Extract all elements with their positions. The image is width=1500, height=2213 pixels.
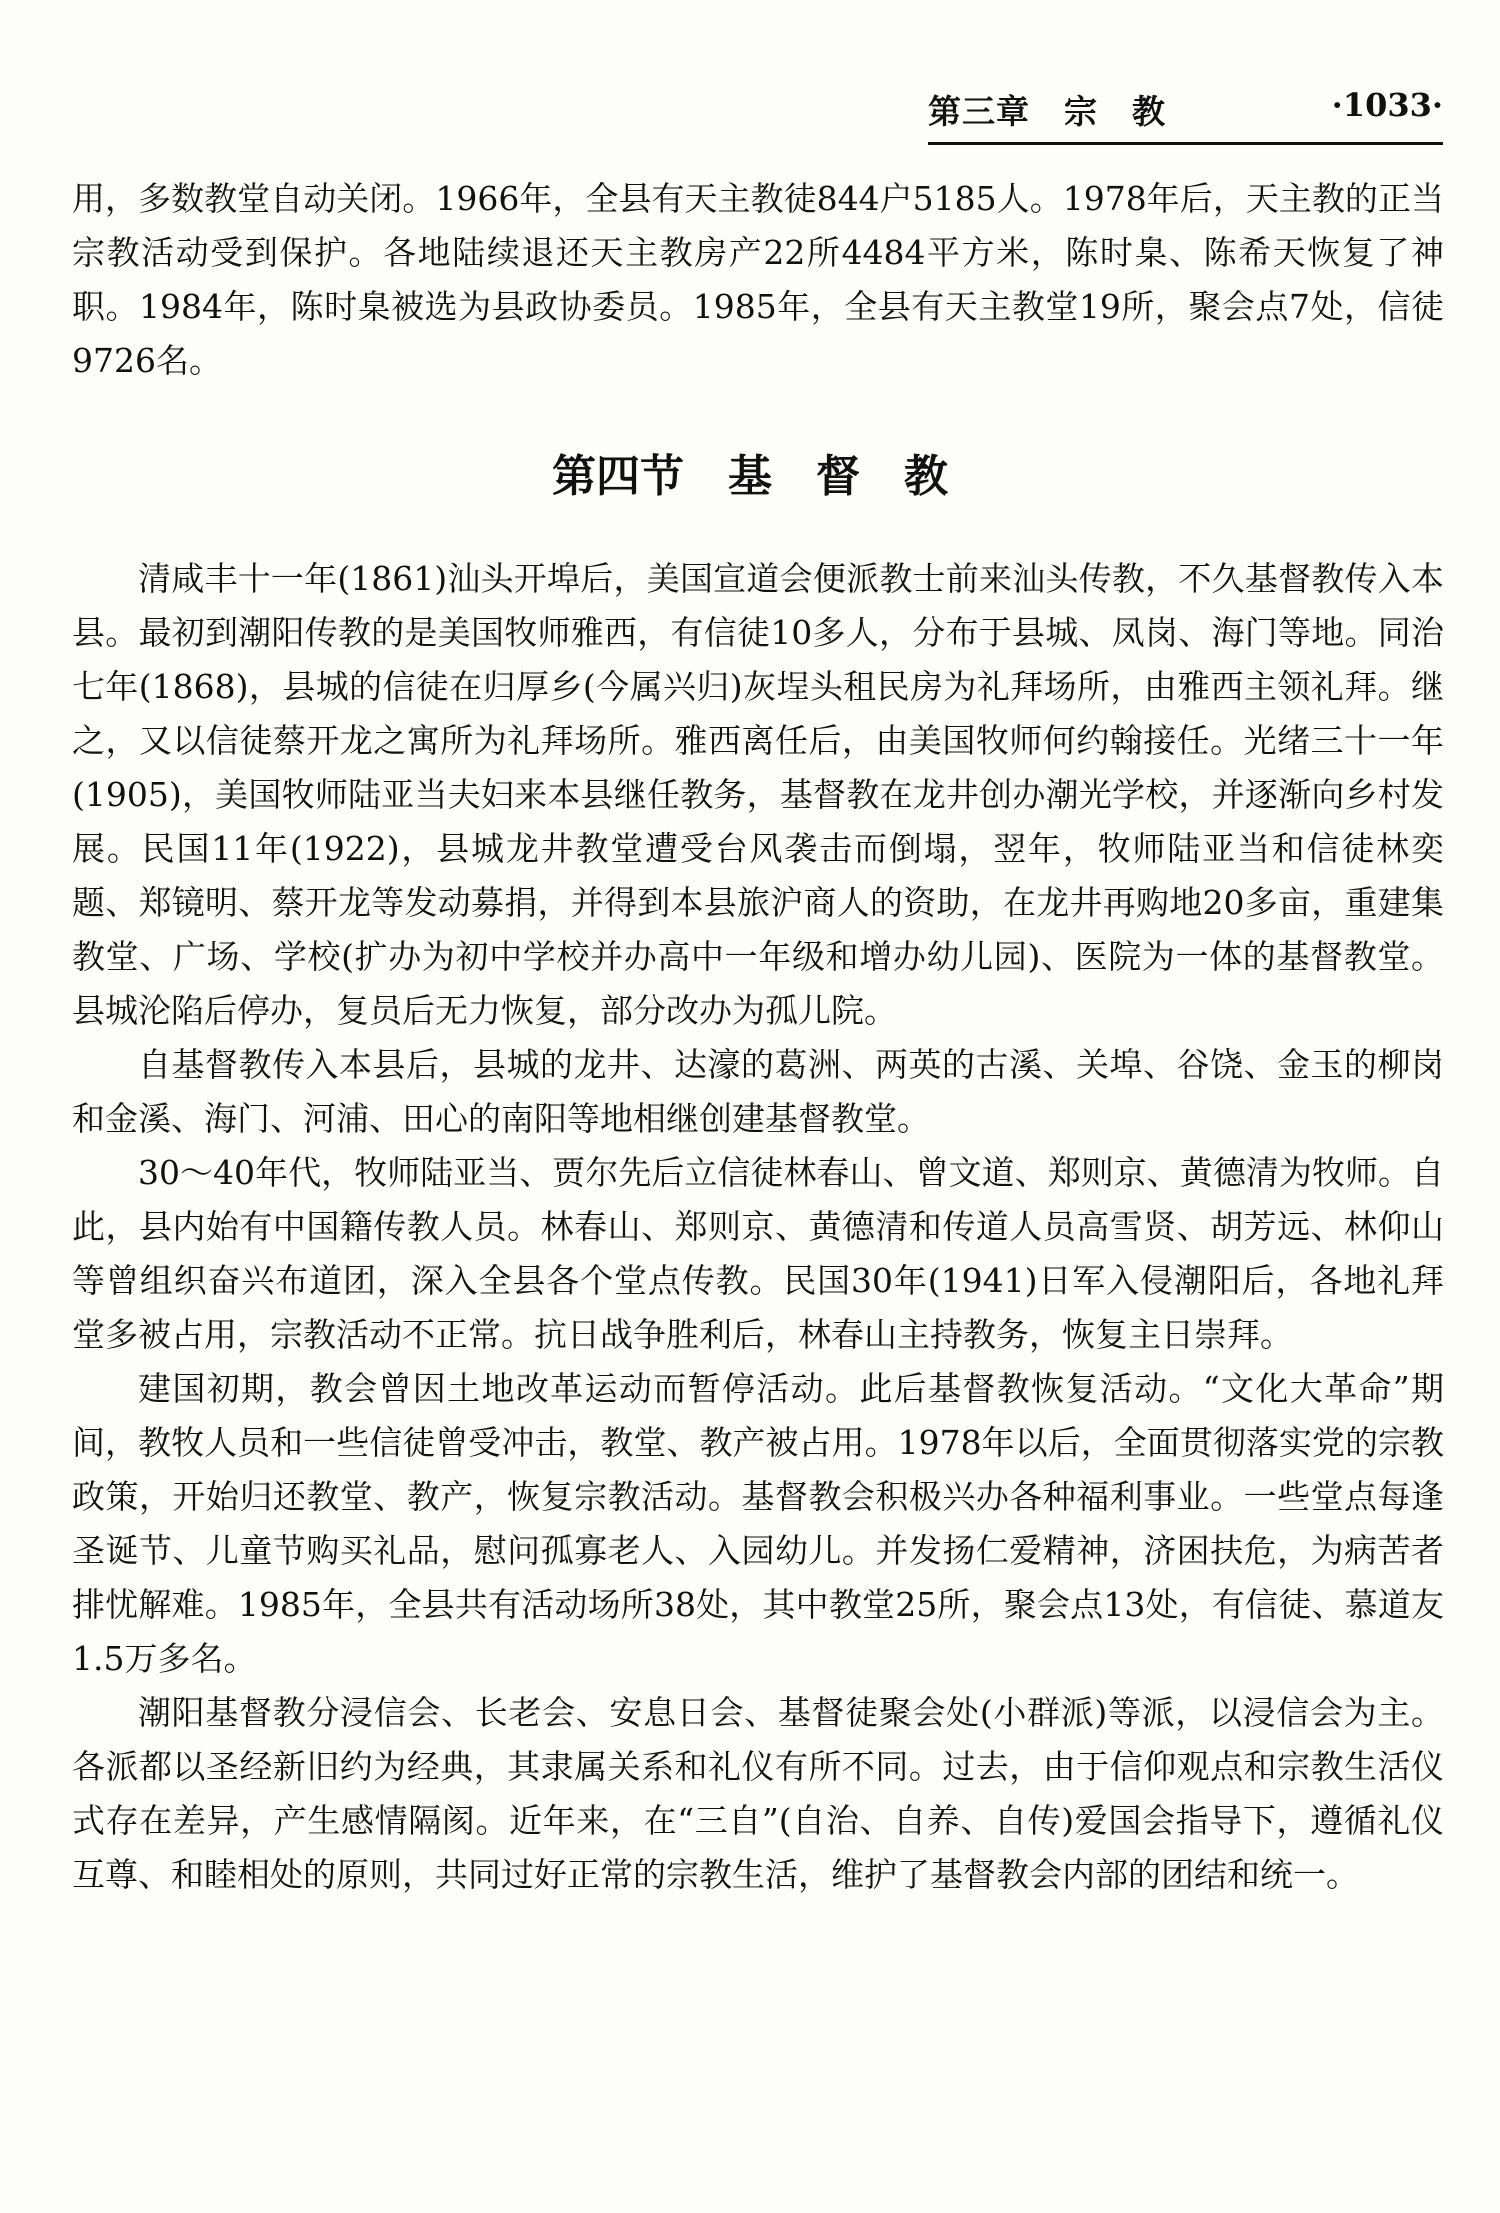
paragraph: 自基督教传入本县后，县城的龙井、达濠的葛洲、两英的古溪、关埠、谷饶、金玉的柳岗和金溪、海门、河浦、田心的南阳等地相继创建基督教堂。 (72, 1045, 1444, 1138)
running-header (928, 80, 1443, 145)
paragraph: 潮阳基督教分浸信会、长老会、安息日会、基督徒聚会处(小群派)等派，以浸信会为主。各派都以圣经新旧约为经典，其隶属关系和礼仪有所不同。过去，由于信仰观点和宗教生活仪式存在差异，产生感情隔阂。近年来，在“三自”(自治、自养、自传)爱国会指导下，遵循礼仪互尊、和睦相处的原则，共同过好正常的宗教生活，维护了基督教会内部的团结和统一。 (72, 1693, 1444, 1894)
page-number: ·1033· (1331, 86, 1443, 124)
paragraph: 30～40年代，牧师陆亚当、贾尔先后立信徒林春山、曾文道、郑则京、黄德清为牧师。自此，县内始有中国籍传教人员。林春山、郑则京、黄德清和传道人员高雪贤、胡芳远、林仰山等曾组织奋兴布道团，深入全县各个堂点传教。民国30年(1941)日军入侵潮阳后，各地礼拜堂多被占用，宗教活动不正常。抗日战争胜利后，林春山主持教务，恢复主日崇拜。 (72, 1153, 1444, 1354)
intro-paragraph: 用，多数教堂自动关闭。1966年，全县有天主教徒844户5185人。1978年后，天主教的正当宗教活动受到保护。各地陆续退还天主教房产22所4484平方米，陈时臬、陈希天恢复了神职。1984年，陈时臬被选为县政协委员。1985年，全县有天主教堂19所，聚会点7处，信徒9726名。 (72, 179, 1444, 380)
section-title: 第四节 基 督 教 (552, 451, 948, 502)
chapter-title: 第三章 宗 教 (928, 92, 1166, 131)
paragraph: 清咸丰十一年(1861)汕头开埠后，美国宣道会便派教士前来汕头传教，不久基督教传入本县。最初到潮阳传教的是美国牧师雅西，有信徒10多人，分布于县城、凤岗、海门等地。同治七年(1868)，县城的信徒在归厚乡(今属兴归)灰埕头租民房为礼拜场所，由雅西主领礼拜。继之，又以信徒蔡开龙之寓所为礼拜场所。雅西离任后，由美国牧师何约翰接任。光绪三十一年(1905)，美国牧师陆亚当夫妇来本县继任教务，基督教在龙井创办潮光学校，并逐渐向乡村发展。民国11年(1922)，县城龙井教堂遭受台风袭击而倒塌，翌年，牧师陆亚当和信徒林奕题、郑镜明、蔡开龙等发动募捐，并得到本县旅沪商人的资助，在龙井再购地20多亩，重建集教堂、广场、学校(扩办为初中学校并办高中一年级和增办幼儿园)、医院为一体的基督教堂。县城沦陷后停办，复员后无力恢复，部分改办为孤儿院。 (72, 559, 1444, 1030)
section-body (72, 552, 1444, 1902)
paragraph: 建国初期，教会曾因土地改革运动而暂停活动。此后基督教恢复活动。“文化大革命”期间，教牧人员和一些信徒曾受冲击，教堂、教产被占用。1978年以后，全面贯彻落实党的宗教政策，开始归还教堂、教产，恢复宗教活动。基督教会积极兴办各种福利事业。一些堂点每逢圣诞节、儿童节购买礼品，慰问孤寡老人、入园幼儿。并发扬仁爱精神，济困扶危，为病苦者排忧解难。1985年，全县共有活动场所38处，其中教堂25所，聚会点13处，有信徒、慕道友1.5万多名。 (72, 1369, 1444, 1678)
